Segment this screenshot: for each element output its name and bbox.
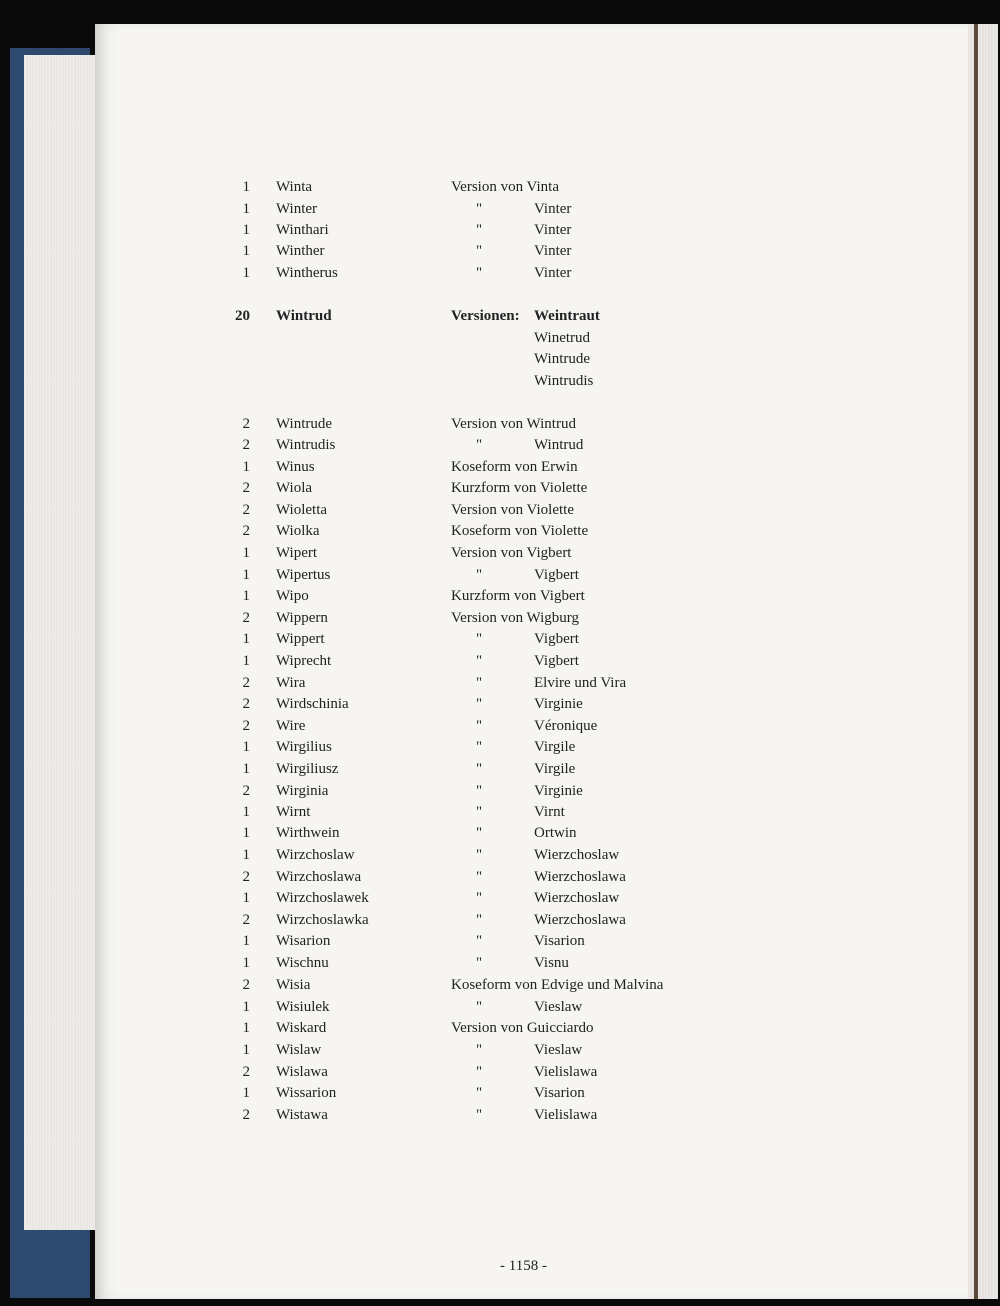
- entry-count: 1: [242, 847, 250, 863]
- entry-name: Wirgiliusz: [276, 761, 339, 777]
- list-item: [0, 199, 1000, 219]
- entry-description: Version von Wintrud: [451, 416, 576, 432]
- entry-target-name: Vigbert: [534, 653, 579, 669]
- entry-count: 1: [242, 567, 250, 583]
- entry-name: Wipert: [276, 545, 318, 561]
- entry-target-name: Winetrud: [534, 330, 591, 346]
- entry-name: Wiola: [276, 480, 313, 496]
- entry-description: Kurzform von Violette: [451, 480, 588, 496]
- list-item: [0, 997, 1000, 1017]
- entry-count: 1: [242, 459, 250, 475]
- entry-count: 1: [242, 825, 250, 841]
- list-item: [0, 414, 1000, 434]
- entry-name: Wintrudis: [276, 437, 336, 453]
- list-item: [0, 802, 1000, 822]
- list-item: [0, 867, 1000, 887]
- entry-count: 2: [242, 675, 250, 691]
- entry-name: Wisiulek: [276, 999, 330, 1015]
- entry-description: Koseform von Violette: [451, 523, 589, 539]
- entry-count: 1: [242, 588, 250, 604]
- entry-target-name: Wierzchoslaw: [534, 890, 620, 906]
- list-item: [0, 328, 1000, 348]
- entry-name: Winus: [276, 459, 315, 475]
- list-item: [0, 931, 1000, 951]
- ditto-mark: ": [476, 1085, 483, 1101]
- entry-name: Wira: [276, 675, 306, 691]
- entry-target-name: Vinter: [534, 201, 572, 217]
- entry-target-name: Virgile: [534, 761, 576, 777]
- ditto-mark: ": [476, 265, 483, 281]
- list-item: [0, 263, 1000, 283]
- ditto-mark: ": [476, 675, 483, 691]
- entry-count: 2: [242, 718, 250, 734]
- entry-count: 2: [242, 869, 250, 885]
- entry-count: 2: [242, 437, 250, 453]
- ditto-mark: ": [476, 933, 483, 949]
- entry-description: Versionen:: [451, 308, 520, 324]
- entry-target-name: Wierzchoslawa: [534, 912, 626, 928]
- entry-description: Version von Vinta: [451, 179, 559, 195]
- list-item: [0, 673, 1000, 693]
- ditto-mark: ": [476, 567, 483, 583]
- entry-description: Version von Vigbert: [451, 545, 572, 561]
- entry-name: Wintrude: [276, 416, 333, 432]
- entry-description: Version von Wigburg: [451, 610, 580, 626]
- ditto-mark: ": [476, 783, 483, 799]
- entry-name: Wioletta: [276, 502, 328, 518]
- list-item: [0, 220, 1000, 240]
- entry-name: Wirzchoslawa: [276, 869, 362, 885]
- entry-count: 2: [242, 523, 250, 539]
- entry-target-name: Weintraut: [534, 308, 600, 324]
- entry-name: Wippert: [276, 631, 325, 647]
- entry-target-name: Vigbert: [534, 567, 579, 583]
- ditto-mark: ": [476, 201, 483, 217]
- entry-target-name: Virginie: [534, 696, 583, 712]
- ditto-mark: ": [476, 912, 483, 928]
- entry-count: 1: [242, 545, 250, 561]
- ditto-mark: ": [476, 696, 483, 712]
- entry-target-name: Wintrudis: [534, 373, 594, 389]
- entry-count: 1: [242, 933, 250, 949]
- list-item: [0, 1062, 1000, 1082]
- entry-count: 2: [242, 480, 250, 496]
- entry-target-name: Wintrude: [534, 351, 591, 367]
- ditto-mark: ": [476, 804, 483, 820]
- entry-name: Wipertus: [276, 567, 331, 583]
- entry-name: Wisia: [276, 977, 311, 993]
- entry-name: Wintrud: [276, 308, 332, 324]
- ditto-mark: ": [476, 869, 483, 885]
- entry-target-name: Vieslaw: [534, 999, 583, 1015]
- list-item: [0, 371, 1000, 391]
- ditto-mark: ": [476, 718, 483, 734]
- page-number: - 1158 -: [500, 1258, 547, 1274]
- list-item: [0, 651, 1000, 671]
- entry-target-name: Visarion: [534, 933, 585, 949]
- list-item: [0, 565, 1000, 585]
- entry-name: Wischnu: [276, 955, 329, 971]
- entry-description: Version von Guicciardo: [451, 1020, 594, 1036]
- entry-count: 2: [242, 696, 250, 712]
- list-item: [0, 586, 1000, 606]
- entry-name: Wirthwein: [276, 825, 340, 841]
- ditto-mark: ": [476, 999, 483, 1015]
- entry-name: Winta: [276, 179, 313, 195]
- list-item: [0, 694, 1000, 714]
- list-item: [0, 781, 1000, 801]
- list-item: [0, 759, 1000, 779]
- entry-name: Winter: [276, 201, 318, 217]
- entry-count: 2: [242, 977, 250, 993]
- list-item: [0, 1083, 1000, 1103]
- list-item: [0, 953, 1000, 973]
- entry-count: 1: [242, 653, 250, 669]
- entry-name: Wiskard: [276, 1020, 327, 1036]
- entry-count: 1: [242, 265, 250, 281]
- list-item: [0, 349, 1000, 369]
- entry-description: Koseform von Erwin: [451, 459, 578, 475]
- ditto-mark: ": [476, 890, 483, 906]
- entry-target-name: Wierzchoslawa: [534, 869, 626, 885]
- entry-target-name: Visnu: [534, 955, 569, 971]
- entry-name: Winther: [276, 243, 325, 259]
- list-item: [0, 306, 1000, 326]
- entry-count: 1: [242, 243, 250, 259]
- entry-count: 1: [242, 761, 250, 777]
- list-item: [0, 177, 1000, 197]
- entry-name: Wiprecht: [276, 653, 332, 669]
- list-item: [0, 608, 1000, 628]
- ditto-mark: ": [476, 955, 483, 971]
- entry-count: 1: [242, 739, 250, 755]
- entry-count: 1: [242, 1085, 250, 1101]
- entry-target-name: Elvire und Vira: [534, 675, 627, 691]
- list-item: [0, 823, 1000, 843]
- entry-count: 2: [242, 1107, 250, 1123]
- entry-target-name: Visarion: [534, 1085, 585, 1101]
- entry-count: 2: [242, 912, 250, 928]
- entry-count: 1: [242, 201, 250, 217]
- entry-target-name: Virgile: [534, 739, 576, 755]
- list-item: [0, 457, 1000, 477]
- entry-count: 2: [242, 502, 250, 518]
- entry-name: Wirdschinia: [276, 696, 349, 712]
- entry-name: Wintherus: [276, 265, 338, 281]
- ditto-mark: ": [476, 739, 483, 755]
- entry-count: 1: [242, 955, 250, 971]
- entry-name: Wirzchoslaw: [276, 847, 355, 863]
- entry-count: 1: [242, 804, 250, 820]
- ditto-mark: ": [476, 243, 483, 259]
- entry-target-name: Virnt: [534, 804, 565, 820]
- entry-target-name: Vielislawa: [534, 1107, 598, 1123]
- ditto-mark: ": [476, 1107, 483, 1123]
- entry-name: Wiolka: [276, 523, 320, 539]
- entry-count: 2: [242, 610, 250, 626]
- entry-count: 1: [242, 631, 250, 647]
- ditto-mark: ": [476, 631, 483, 647]
- entry-count: 1: [242, 890, 250, 906]
- entry-count: 2: [242, 783, 250, 799]
- entry-target-name: Ortwin: [534, 825, 577, 841]
- entry-name: Wipo: [276, 588, 309, 604]
- entry-target-name: Vieslaw: [534, 1042, 583, 1058]
- ditto-mark: ": [476, 761, 483, 777]
- entry-count: 1: [242, 1020, 250, 1036]
- entry-target-name: Virginie: [534, 783, 583, 799]
- ditto-mark: ": [476, 825, 483, 841]
- entry-count: 2: [242, 416, 250, 432]
- entry-name: Wirgilius: [276, 739, 332, 755]
- entry-name: Wirnt: [276, 804, 311, 820]
- entry-target-name: Vinter: [534, 265, 572, 281]
- list-item: [0, 629, 1000, 649]
- list-item: [0, 500, 1000, 520]
- list-item: [0, 737, 1000, 757]
- entry-target-name: Wierzchoslaw: [534, 847, 620, 863]
- entry-description: Koseform von Edvige und Malvina: [451, 977, 664, 993]
- entry-target-name: Vinter: [534, 222, 572, 238]
- list-item: [0, 1105, 1000, 1125]
- list-item: [0, 910, 1000, 930]
- ditto-mark: ": [476, 222, 483, 238]
- entry-name: Wistawa: [276, 1107, 328, 1123]
- entry-target-name: Vielislawa: [534, 1064, 598, 1080]
- entry-count: 2: [242, 1064, 250, 1080]
- ditto-mark: ": [476, 437, 483, 453]
- entry-description: Version von Violette: [451, 502, 574, 518]
- list-item: [0, 521, 1000, 541]
- ditto-mark: ": [476, 653, 483, 669]
- list-item: [0, 435, 1000, 455]
- entry-count: 1: [242, 999, 250, 1015]
- entry-target-name: Vigbert: [534, 631, 579, 647]
- list-item: [0, 241, 1000, 261]
- list-item: [0, 888, 1000, 908]
- entry-name: Wislaw: [276, 1042, 322, 1058]
- ditto-mark: ": [476, 1042, 483, 1058]
- list-item: [0, 975, 1000, 995]
- entry-name: Wirzchoslawek: [276, 890, 369, 906]
- ditto-mark: ": [476, 847, 483, 863]
- list-item: [0, 845, 1000, 865]
- entry-target-name: Wintrud: [534, 437, 584, 453]
- entry-target-name: Véronique: [534, 718, 598, 734]
- entry-name: Wisarion: [276, 933, 331, 949]
- ditto-mark: ": [476, 1064, 483, 1080]
- entry-count: 20: [235, 308, 250, 324]
- list-item: [0, 478, 1000, 498]
- list-item: [0, 716, 1000, 736]
- entry-name: Winthari: [276, 222, 329, 238]
- entry-count: 1: [242, 1042, 250, 1058]
- entry-name: Wire: [276, 718, 306, 734]
- entry-count: 1: [242, 222, 250, 238]
- entry-description: Kurzform von Vigbert: [451, 588, 585, 604]
- entry-name: Wippern: [276, 610, 328, 626]
- entry-count: 1: [242, 179, 250, 195]
- entry-name: Wirginia: [276, 783, 329, 799]
- entry-target-name: Vinter: [534, 243, 572, 259]
- list-item: [0, 1040, 1000, 1060]
- entry-name: Wirzchoslawka: [276, 912, 369, 928]
- list-item: [0, 1018, 1000, 1038]
- entry-name: Wissarion: [276, 1085, 337, 1101]
- list-item: [0, 543, 1000, 563]
- entry-name: Wislawa: [276, 1064, 328, 1080]
